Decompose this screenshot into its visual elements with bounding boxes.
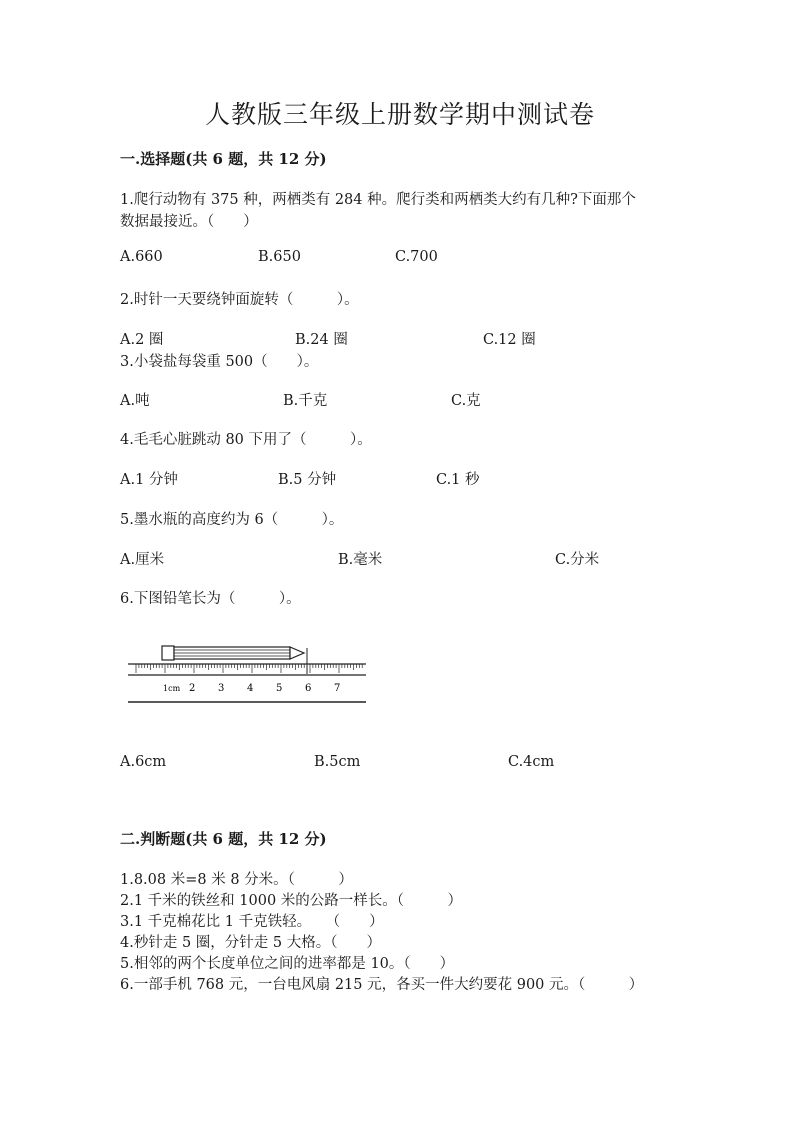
question-2-option-c: C.12 圈 bbox=[483, 332, 536, 348]
question-1-option-a: A.660 bbox=[120, 249, 163, 265]
question-4-option-a: A.1 分钟 bbox=[120, 472, 178, 488]
judgement-item-2: 2.1 千米的铁丝和 1000 米的公路一样长。（ ） bbox=[120, 893, 463, 909]
question-4: 4.毛毛心脏跳动 80 下用了（ ）。 bbox=[120, 432, 372, 448]
judgement-item-5: 5.相邻的两个长度单位之间的进率都是 10。（ ） bbox=[120, 956, 455, 972]
question-2: 2.时针一天要绕钟面旋转（ ）。 bbox=[120, 292, 359, 308]
question-3-option-b: B.千克 bbox=[283, 393, 328, 409]
question-5-option-c: C.分米 bbox=[555, 552, 600, 568]
ruler-ticks bbox=[136, 664, 362, 673]
question-5: 5.墨水瓶的高度约为 6（ ）。 bbox=[120, 512, 344, 528]
ruler-label-4: 4 bbox=[247, 683, 254, 694]
question-6: 6.下图铅笔长为（ ）。 bbox=[120, 591, 301, 607]
question-6-option-b: B.5cm bbox=[314, 754, 361, 770]
question-3-option-c: C.克 bbox=[451, 393, 481, 409]
ruler-label-5: 5 bbox=[276, 683, 283, 694]
question-1-line-1: 1.爬行动物有 375 种，两栖类有 284 种。爬行类和两栖类大约有几种?下面那个 bbox=[120, 192, 636, 208]
question-1-option-b: B.650 bbox=[258, 249, 301, 265]
question-5-option-b: B.毫米 bbox=[338, 552, 383, 568]
question-1-line-2: 数据最接近。（ ） bbox=[120, 214, 258, 230]
question-6-option-c: C.4cm bbox=[508, 754, 555, 770]
question-6-option-a: A.6cm bbox=[120, 754, 167, 770]
question-3-option-a: A.吨 bbox=[120, 393, 150, 409]
pencil-icon bbox=[162, 646, 304, 660]
section-heading-judgement: 二.判断题(共 6 题，共 12 分) bbox=[120, 830, 327, 848]
ruler-label-3: 3 bbox=[218, 683, 225, 694]
judgement-item-6: 6.一部手机 768 元，一台电风扇 215 元，各买一件大约要花 900 元。（ ） bbox=[120, 977, 644, 993]
question-4-option-b: B.5 分钟 bbox=[278, 472, 337, 488]
question-2-option-a: A.2 圈 bbox=[120, 332, 164, 348]
page-title: 人教版三年级上册数学期中测试卷 bbox=[204, 100, 595, 129]
question-5-option-a: A.厘米 bbox=[120, 552, 165, 568]
judgement-item-4: 4.秒针走 5 圈，分针走 5 大格。（ ） bbox=[120, 935, 381, 951]
judgement-item-3: 3.1 千克棉花比 1 千克铁轻。 （ ） bbox=[120, 914, 384, 930]
judgement-item-1: 1.8.08 米=8 米 8 分米。（ ） bbox=[120, 872, 353, 888]
ruler-label-1cm: 1cm bbox=[163, 684, 181, 693]
ruler-pencil-figure bbox=[128, 640, 373, 712]
question-1-option-c: C.700 bbox=[395, 249, 438, 265]
ruler-label-2: 2 bbox=[189, 683, 196, 694]
question-4-option-c: C.1 秒 bbox=[436, 472, 480, 488]
ruler-label-6: 6 bbox=[305, 683, 312, 694]
question-3: 3.小袋盐每袋重 500（ ）。 bbox=[120, 354, 319, 370]
question-2-option-b: B.24 圈 bbox=[295, 332, 348, 348]
section-heading-choice: 一.选择题(共 6 题，共 12 分) bbox=[120, 150, 327, 168]
ruler-label-7: 7 bbox=[334, 683, 341, 694]
